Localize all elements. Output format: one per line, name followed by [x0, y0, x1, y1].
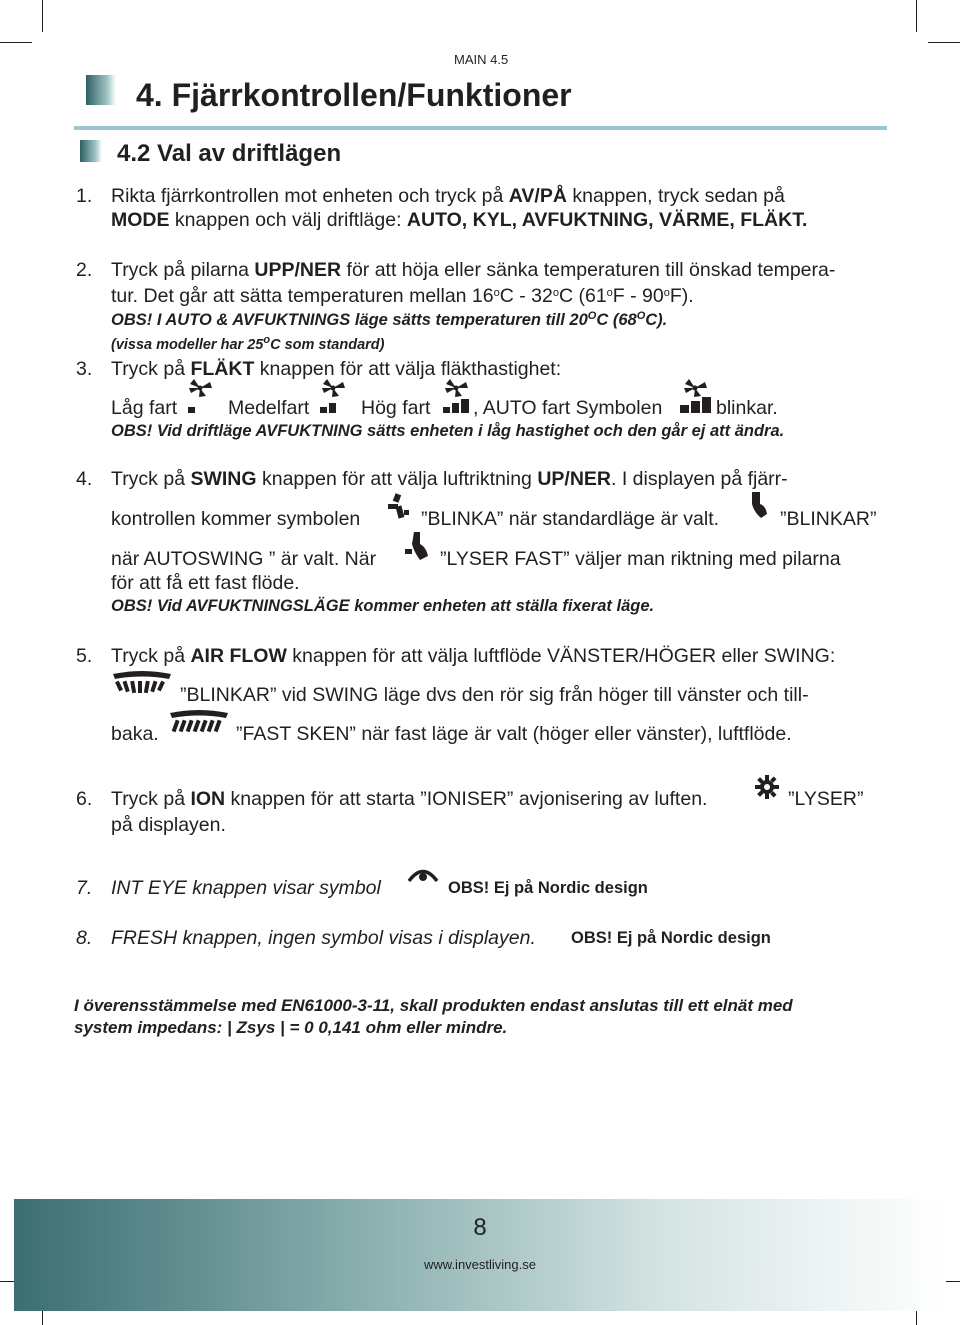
chapter-marker-icon	[86, 75, 116, 105]
degree-sup: O	[636, 310, 646, 322]
section-title: 4.2 Val av driftlägen	[117, 140, 342, 167]
item-number: 4.	[76, 468, 93, 490]
compliance-line-2: system impedans: | Zsys | = 0 0,141 ohm eller mindre.	[74, 1018, 508, 1037]
text: C (61	[558, 285, 607, 307]
airflow-fixed-icon	[168, 709, 230, 737]
crop-mark	[0, 42, 32, 43]
text: Vid AVFUKTNINGSLÄGE kommer enheten att ställa fixerat läge.	[152, 597, 655, 615]
item-8-obs-note: OBS! Ej på Nordic design	[571, 929, 771, 947]
text-bold: FLÄKT	[190, 358, 255, 380]
crop-mark	[42, 0, 43, 32]
item-4-line-3b: ”LYSER FAST” väljer man riktning med pilarna	[440, 548, 841, 570]
chapter-rule	[74, 126, 887, 130]
item-6-line-1b: ”LYSER”	[788, 788, 864, 810]
text: C (68	[596, 311, 637, 329]
text: för att höja eller sänka temperaturen till önskad tempera-	[341, 259, 836, 281]
text: Rikta fjärrkontrollen mot enheten och tryck på	[111, 185, 509, 207]
swing-blink-icon	[386, 492, 412, 524]
text: knappen och välj driftläge:	[169, 209, 407, 231]
airflow-swing-icon	[111, 670, 173, 698]
item-3-obs-note	[111, 420, 784, 442]
item-6-line-2: på displayen.	[111, 814, 226, 836]
text: I AUTO & AVFUKTNINGS läge sätts temperaturen till 20	[152, 311, 588, 329]
text: Tryck på	[111, 645, 191, 667]
text: C - 32	[499, 285, 553, 307]
degree-sup: O	[587, 310, 597, 322]
text: . I displayen på fjärr-	[611, 468, 788, 490]
website-link[interactable]: www.investliving.se	[424, 1257, 536, 1272]
item-number: 8.	[76, 927, 93, 949]
eye-sensor-icon	[406, 864, 440, 884]
item-2-obs-note	[111, 309, 667, 331]
obs-label: OBS!	[111, 597, 153, 615]
text-bold: UP/NER	[537, 468, 611, 490]
item-6-line-1	[111, 787, 707, 811]
item-number: 7.	[76, 877, 93, 899]
item-number: 6.	[76, 788, 93, 810]
section-marker-icon	[80, 140, 102, 162]
fan-low-icon	[186, 378, 216, 414]
item-4-line-2c: ”BLINKAR”	[780, 508, 877, 530]
text-bold: AV/PÅ	[508, 185, 567, 207]
text: tur. Det går att sätta temperaturen mellan 16	[111, 285, 494, 307]
text: (vissa modeller har 25	[111, 337, 264, 353]
text: Vid driftläge AVFUKTNING sätts enheten i låg hastighet och den går ej att ändra.	[152, 422, 785, 440]
item-5-line-3a: baka.	[111, 723, 159, 745]
ion-icon	[754, 773, 780, 801]
item-7-text: INT EYE knappen visar symbol	[111, 877, 381, 899]
compliance-line-1: I överensstämmelse med EN61000-3-11, skall produkten endast anslutas till ett elnät med	[74, 996, 793, 1015]
item-2-line-1	[111, 258, 835, 282]
text-bold: ION	[190, 788, 226, 810]
item-3-label-auto: , AUTO fart Symbolen	[473, 397, 663, 419]
text: Tryck på	[111, 358, 191, 380]
text: F).	[669, 285, 694, 307]
page-number: 8	[473, 1214, 487, 1241]
item-2-model-note	[111, 334, 384, 356]
text: knappen, tryck sedan på	[566, 185, 785, 207]
text: C som standard)	[270, 337, 385, 353]
chapter-title: 4. Fjärrkontrollen/Funktioner	[136, 77, 572, 113]
text: knappen för att välja fläkthastighet:	[254, 358, 562, 380]
text-bold: AIR FLOW	[190, 645, 287, 667]
item-number: 2.	[76, 259, 93, 281]
item-1-line-2	[111, 208, 807, 232]
text-bold: SWING	[190, 468, 257, 490]
item-5-line-3b: ”FAST SKEN” när fast läge är valt (höger eller vänster), luftflöde.	[236, 723, 792, 745]
swing-fixed-icon	[402, 530, 430, 562]
item-4-line-3a: när AUTOSWING ” är valt. När	[111, 548, 377, 570]
item-7-obs-note: OBS! Ej på Nordic design	[448, 879, 648, 897]
item-3-label-high: Hög fart	[361, 397, 431, 419]
swing-auto-icon	[748, 490, 770, 520]
item-number: 1.	[76, 185, 93, 207]
text: Tryck på pilarna	[111, 259, 255, 281]
fan-high-icon	[441, 378, 473, 414]
item-5-line-2: ”BLINKAR” vid SWING läge dvs den rör sig från höger till vänster och till-	[180, 684, 809, 706]
crop-mark	[916, 0, 917, 32]
text: knappen för att välja luftriktning	[256, 468, 538, 490]
degree-sup: o	[663, 287, 670, 299]
text-bold: AUTO, KYL, AVFUKTNING, VÄRME, FLÄKT.	[406, 209, 808, 231]
text: Tryck på	[111, 788, 191, 810]
degree-sup: o	[493, 287, 500, 299]
degree-sup: o	[552, 287, 559, 299]
item-3-label-medium: Medelfart	[228, 397, 310, 419]
fan-auto-icon	[678, 378, 712, 414]
text: knappen för att starta ”IONISER” avjonisering av luften.	[225, 788, 708, 810]
item-4-obs-note	[111, 595, 654, 617]
text: F - 90	[612, 285, 664, 307]
item-4-line-4: för att få ett fast flöde.	[111, 572, 300, 594]
degree-sup: o	[263, 334, 271, 346]
document-code: MAIN 4.5	[454, 52, 509, 67]
item-1-line-1	[111, 184, 785, 208]
fan-medium-icon	[318, 378, 348, 414]
item-3-label-low: Låg fart	[111, 397, 178, 419]
item-5-line-1	[111, 644, 835, 668]
text: Tryck på	[111, 468, 191, 490]
item-4-line-2b: ”BLINKA” när standardläge är valt.	[421, 508, 720, 530]
item-2-line-2	[111, 284, 694, 308]
item-4-line-1	[111, 467, 788, 491]
obs-label: OBS!	[111, 422, 153, 440]
text-bold: UPP/NER	[254, 259, 342, 281]
crop-mark	[928, 42, 960, 43]
item-8-text: FRESH knappen, ingen symbol visas i displayen.	[111, 927, 536, 949]
item-3-label-blinks: blinkar.	[716, 397, 778, 419]
obs-label: OBS!	[111, 311, 153, 329]
item-4-line-2a: kontrollen kommer symbolen	[111, 508, 361, 530]
text: knappen för att välja luftflöde VÄNSTER/HÖGER eller SWING:	[286, 645, 836, 667]
text: C).	[645, 311, 668, 329]
text-bold: MODE	[111, 209, 170, 231]
degree-sup: o	[606, 287, 613, 299]
item-number: 5.	[76, 645, 93, 667]
item-number: 3.	[76, 358, 93, 380]
